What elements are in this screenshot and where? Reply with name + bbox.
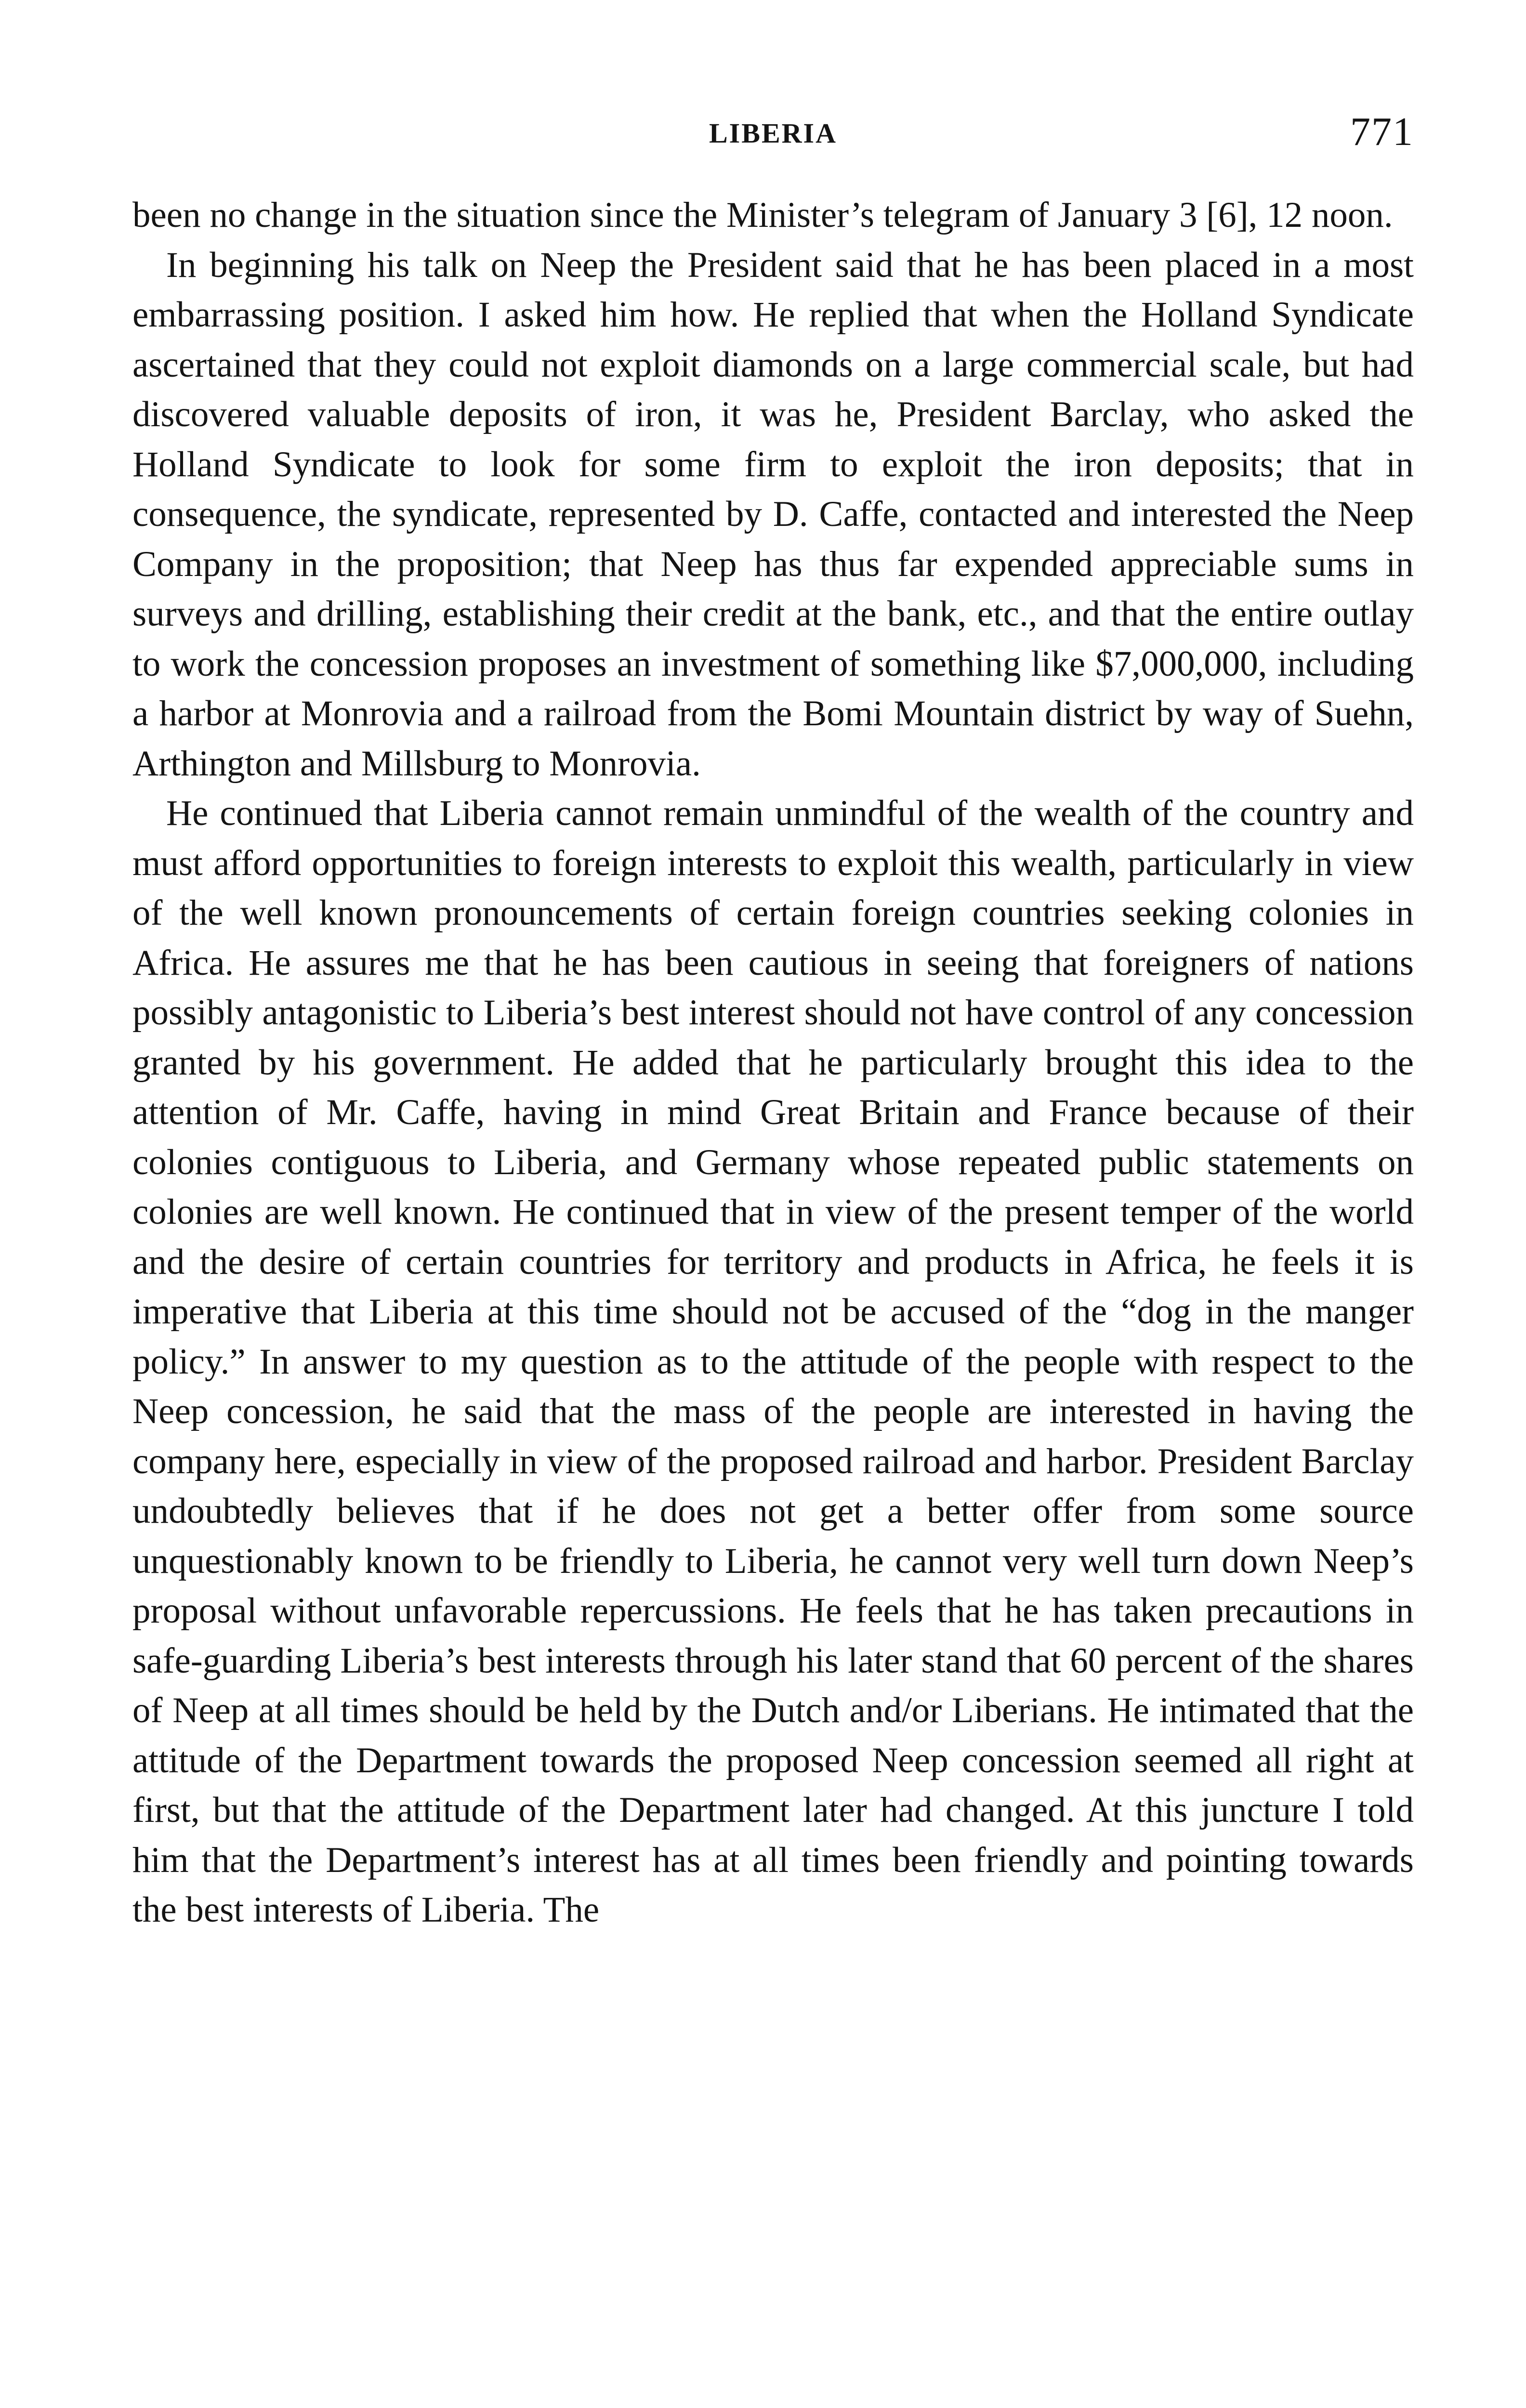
paragraph: In beginning his talk on Neep the President said that he has been placed in a most embarrassing position. I asked him how. He replied that when the Holland Syndicate ascertained that they could not exploit diamonds on a large commercial scale, but had discovered valuable deposits of iron, it was he, President Barclay, who asked the Holland Syndicate to look for some firm to exploit the iron deposits; that in consequence, the syndicate, represented by D. Caffe, contacted and interested the Neep Company in the proposition; that Neep has thus far expended appreciable sums in surveys and drilling, establishing their credit at the bank, etc., and that the entire outlay to work the concession proposes an investment of something like $7,000,000, including a harbor at Monrovia and a railroad from the Bomi Mountain district by way of Suehn, Arthington and Millsburg to Monrovia.	[132, 245, 1414, 784]
paragraph-continued: been no change in the situation since the Minister’s telegram of January 3 [6], 12 noon.	[132, 195, 1393, 235]
body-text	[132, 190, 1414, 1935]
page-number: 771	[1350, 109, 1414, 154]
running-title: LIBERIA	[709, 118, 837, 149]
paragraph: He continued that Liberia cannot remain unmindful of the wealth of the country and must afford opportunities to foreign interests to exploit this wealth, particularly in view of the well known pronouncements of certain foreign countries seeking colonies in Africa. He assures me that he has been cautious in seeing that foreigners of nations possibly antagonistic to Liberia’s best interest should not have control of any concession granted by his government. He added that he particularly brought this idea to the attention of Mr. Caffe, having in mind Great Britain and France because of their colonies contiguous to Liberia, and Germany whose repeated public statements on colonies are well known. He continued that in view of the present temper of the world and the desire of certain countries for territory and products in Africa, he feels it is imperative that Liberia at this time should not be accused of the “dog in the manger policy.” In answer to my question as to the attitude of the people with respect to the Neep concession, he said that the mass of the people are interested in having the company here, especially in view of the proposed railroad and harbor. President Barclay undoubtedly believes that if he does not get a better offer from some source unquestionably known to be friendly to Liberia, he cannot very well turn down Neep’s proposal without unfavorable repercussions. He feels that he has taken precautions in safe-guarding Liberia’s best interests through his later stand that 60 percent of the shares of Neep at all times should be held by the Dutch and/or Liberians. He intimated that the attitude of the Department towards the proposed Neep concession seemed all right at first, but that the attitude of the Department later had changed. At this juncture I told him that the Department’s interest has at all times been friendly and pointing towards the best interests of Liberia. The	[132, 793, 1414, 1930]
running-header	[132, 108, 1414, 157]
